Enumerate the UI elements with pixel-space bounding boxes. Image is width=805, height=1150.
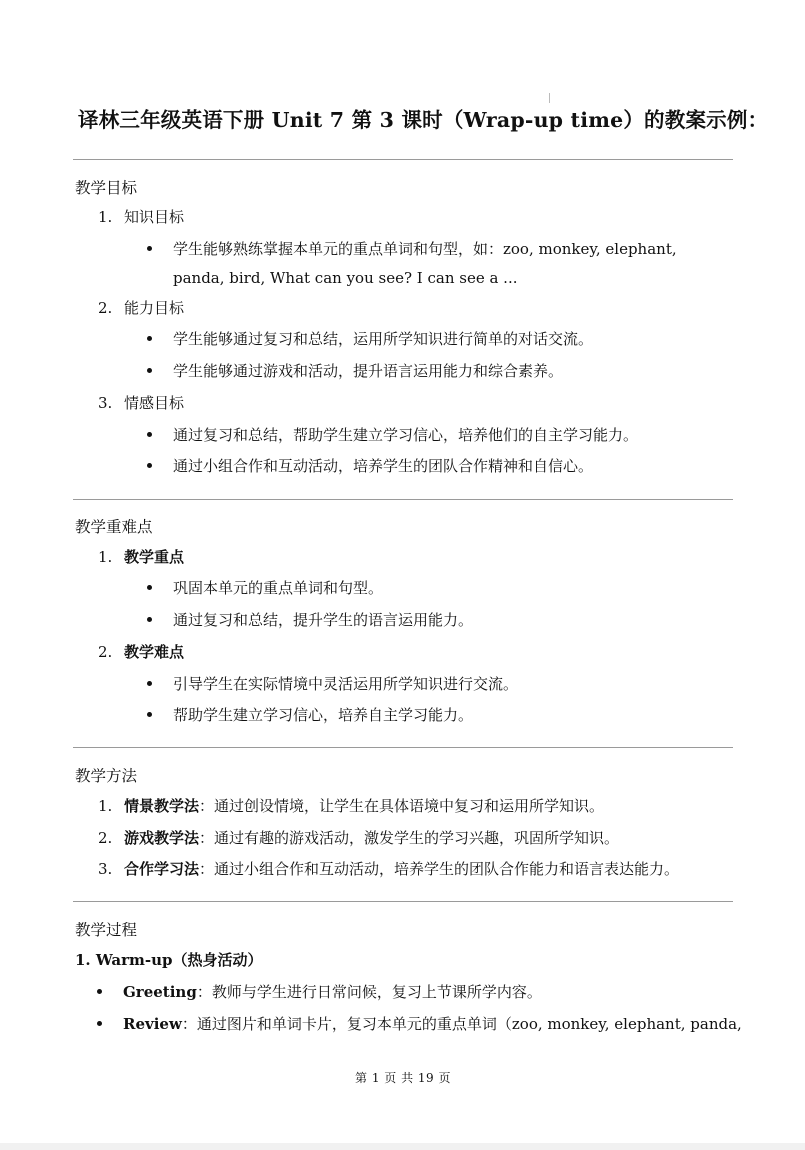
bullet-text: 引导学生在实际情境中灵活运用所学知识进行交流。 bbox=[173, 675, 519, 693]
bullet bbox=[173, 704, 473, 725]
item-number: 2. bbox=[98, 299, 113, 317]
item-number: 1. bbox=[98, 208, 113, 226]
bullet bbox=[173, 673, 518, 694]
bullet-dot bbox=[97, 989, 102, 994]
bullet-dot bbox=[147, 368, 152, 373]
bullet-text: 帮助学生建立学习信心，培养自主学习能力。 bbox=[173, 706, 474, 724]
keypoint-item-1 bbox=[98, 546, 184, 567]
item-number: 1. bbox=[98, 548, 113, 566]
method-item-2 bbox=[98, 827, 619, 848]
section-heading-process: 教学过程 bbox=[75, 921, 138, 939]
bullet-continuation bbox=[173, 269, 517, 287]
section-heading-methods: 教学方法 bbox=[75, 767, 138, 785]
bullet-dot bbox=[147, 681, 152, 686]
page-footer: 第 1 页 共 19 页 bbox=[355, 1071, 451, 1085]
objective-item-3 bbox=[98, 392, 184, 413]
objective-item-1 bbox=[98, 206, 184, 227]
item-number: 2. bbox=[98, 643, 113, 661]
bullet bbox=[173, 424, 638, 445]
section-heading-keypoints: 教学重难点 bbox=[75, 518, 153, 536]
bullet-dot bbox=[147, 432, 152, 437]
bullet-text: 通过复习和总结，帮助学生建立学习信心，培养他们的自主学习能力。 bbox=[173, 426, 639, 444]
bullet-text: 通过小组合作和互动活动，培养学生的团队合作精神和自信心。 bbox=[173, 457, 594, 475]
bullet bbox=[173, 577, 383, 598]
bullet-dot bbox=[147, 336, 152, 341]
bullet-text: 学生能够熟练掌握本单元的重点单词和句型，如：zoo, monkey, elephant, bbox=[173, 240, 677, 258]
bullet bbox=[173, 360, 563, 381]
bullet bbox=[173, 455, 593, 476]
divider bbox=[73, 159, 733, 160]
bullet bbox=[173, 328, 593, 349]
objective-item-2 bbox=[98, 297, 184, 318]
divider bbox=[73, 901, 733, 902]
method-item-1 bbox=[98, 795, 604, 816]
bullet-dot bbox=[147, 585, 152, 590]
bullet-dot bbox=[97, 1021, 102, 1026]
method-item-3 bbox=[98, 858, 679, 879]
divider bbox=[73, 499, 733, 500]
keypoint-item-2 bbox=[98, 641, 184, 662]
item-label: 合作学习法 bbox=[124, 860, 200, 878]
page-title: 译林三年级英语下册 Unit 7 第 3 课时（Wrap-up time）的教案示例： bbox=[78, 108, 769, 132]
bullet-text: 学生能够通过复习和总结，运用所学知识进行简单的对话交流。 bbox=[173, 330, 594, 348]
cursor-mark bbox=[549, 93, 550, 103]
bullet-text: panda, bird, What can you see? I can see a ... bbox=[173, 269, 518, 287]
item-number: 3. bbox=[98, 394, 113, 412]
process-step-title: 1. Warm-up（热身活动） bbox=[75, 951, 263, 969]
bullet-text: 通过复习和总结，提升学生的语言运用能力。 bbox=[173, 611, 474, 629]
bullet-dot bbox=[147, 463, 152, 468]
divider bbox=[73, 747, 733, 748]
bullet bbox=[123, 981, 542, 1002]
item-label: 情景教学法 bbox=[124, 797, 200, 815]
bullet bbox=[123, 1013, 742, 1034]
bullet-label: Review bbox=[123, 1015, 182, 1033]
bullet bbox=[173, 609, 473, 630]
item-label: 游戏教学法 bbox=[124, 829, 200, 847]
section-heading-objectives: 教学目标 bbox=[75, 179, 138, 197]
item-label: 情感目标 bbox=[124, 394, 185, 412]
bullet-dot bbox=[147, 246, 152, 251]
bullet-dot bbox=[147, 712, 152, 717]
item-label: 能力目标 bbox=[124, 299, 185, 317]
bullet-text: ：教师与学生进行日常问候，复习上节课所学内容。 bbox=[196, 983, 542, 1001]
item-text: ：通过创设情境，让学生在具体语境中复习和运用所学知识。 bbox=[199, 797, 605, 815]
bullet bbox=[173, 238, 677, 259]
item-number: 2. bbox=[98, 829, 113, 847]
bullet-text: 巩固本单元的重点单词和句型。 bbox=[173, 579, 384, 597]
item-label: 教学难点 bbox=[124, 643, 185, 661]
bullet-dot bbox=[147, 617, 152, 622]
bullet-text: ：通过图片和单词卡片，复习本单元的重点单词（zoo, monkey, elephant, panda, bbox=[181, 1015, 742, 1033]
bullet-text: 学生能够通过游戏和活动，提升语言运用能力和综合素养。 bbox=[173, 362, 564, 380]
item-number: 1. bbox=[98, 797, 113, 815]
item-text: ：通过有趣的游戏活动，激发学生的学习兴趣，巩固所学知识。 bbox=[199, 829, 620, 847]
item-label: 知识目标 bbox=[124, 208, 185, 226]
item-text: ：通过小组合作和互动活动，培养学生的团队合作能力和语言表达能力。 bbox=[199, 860, 680, 878]
bullet-label: Greeting bbox=[123, 983, 197, 1001]
item-label: 教学重点 bbox=[124, 548, 185, 566]
item-number: 3. bbox=[98, 860, 113, 878]
